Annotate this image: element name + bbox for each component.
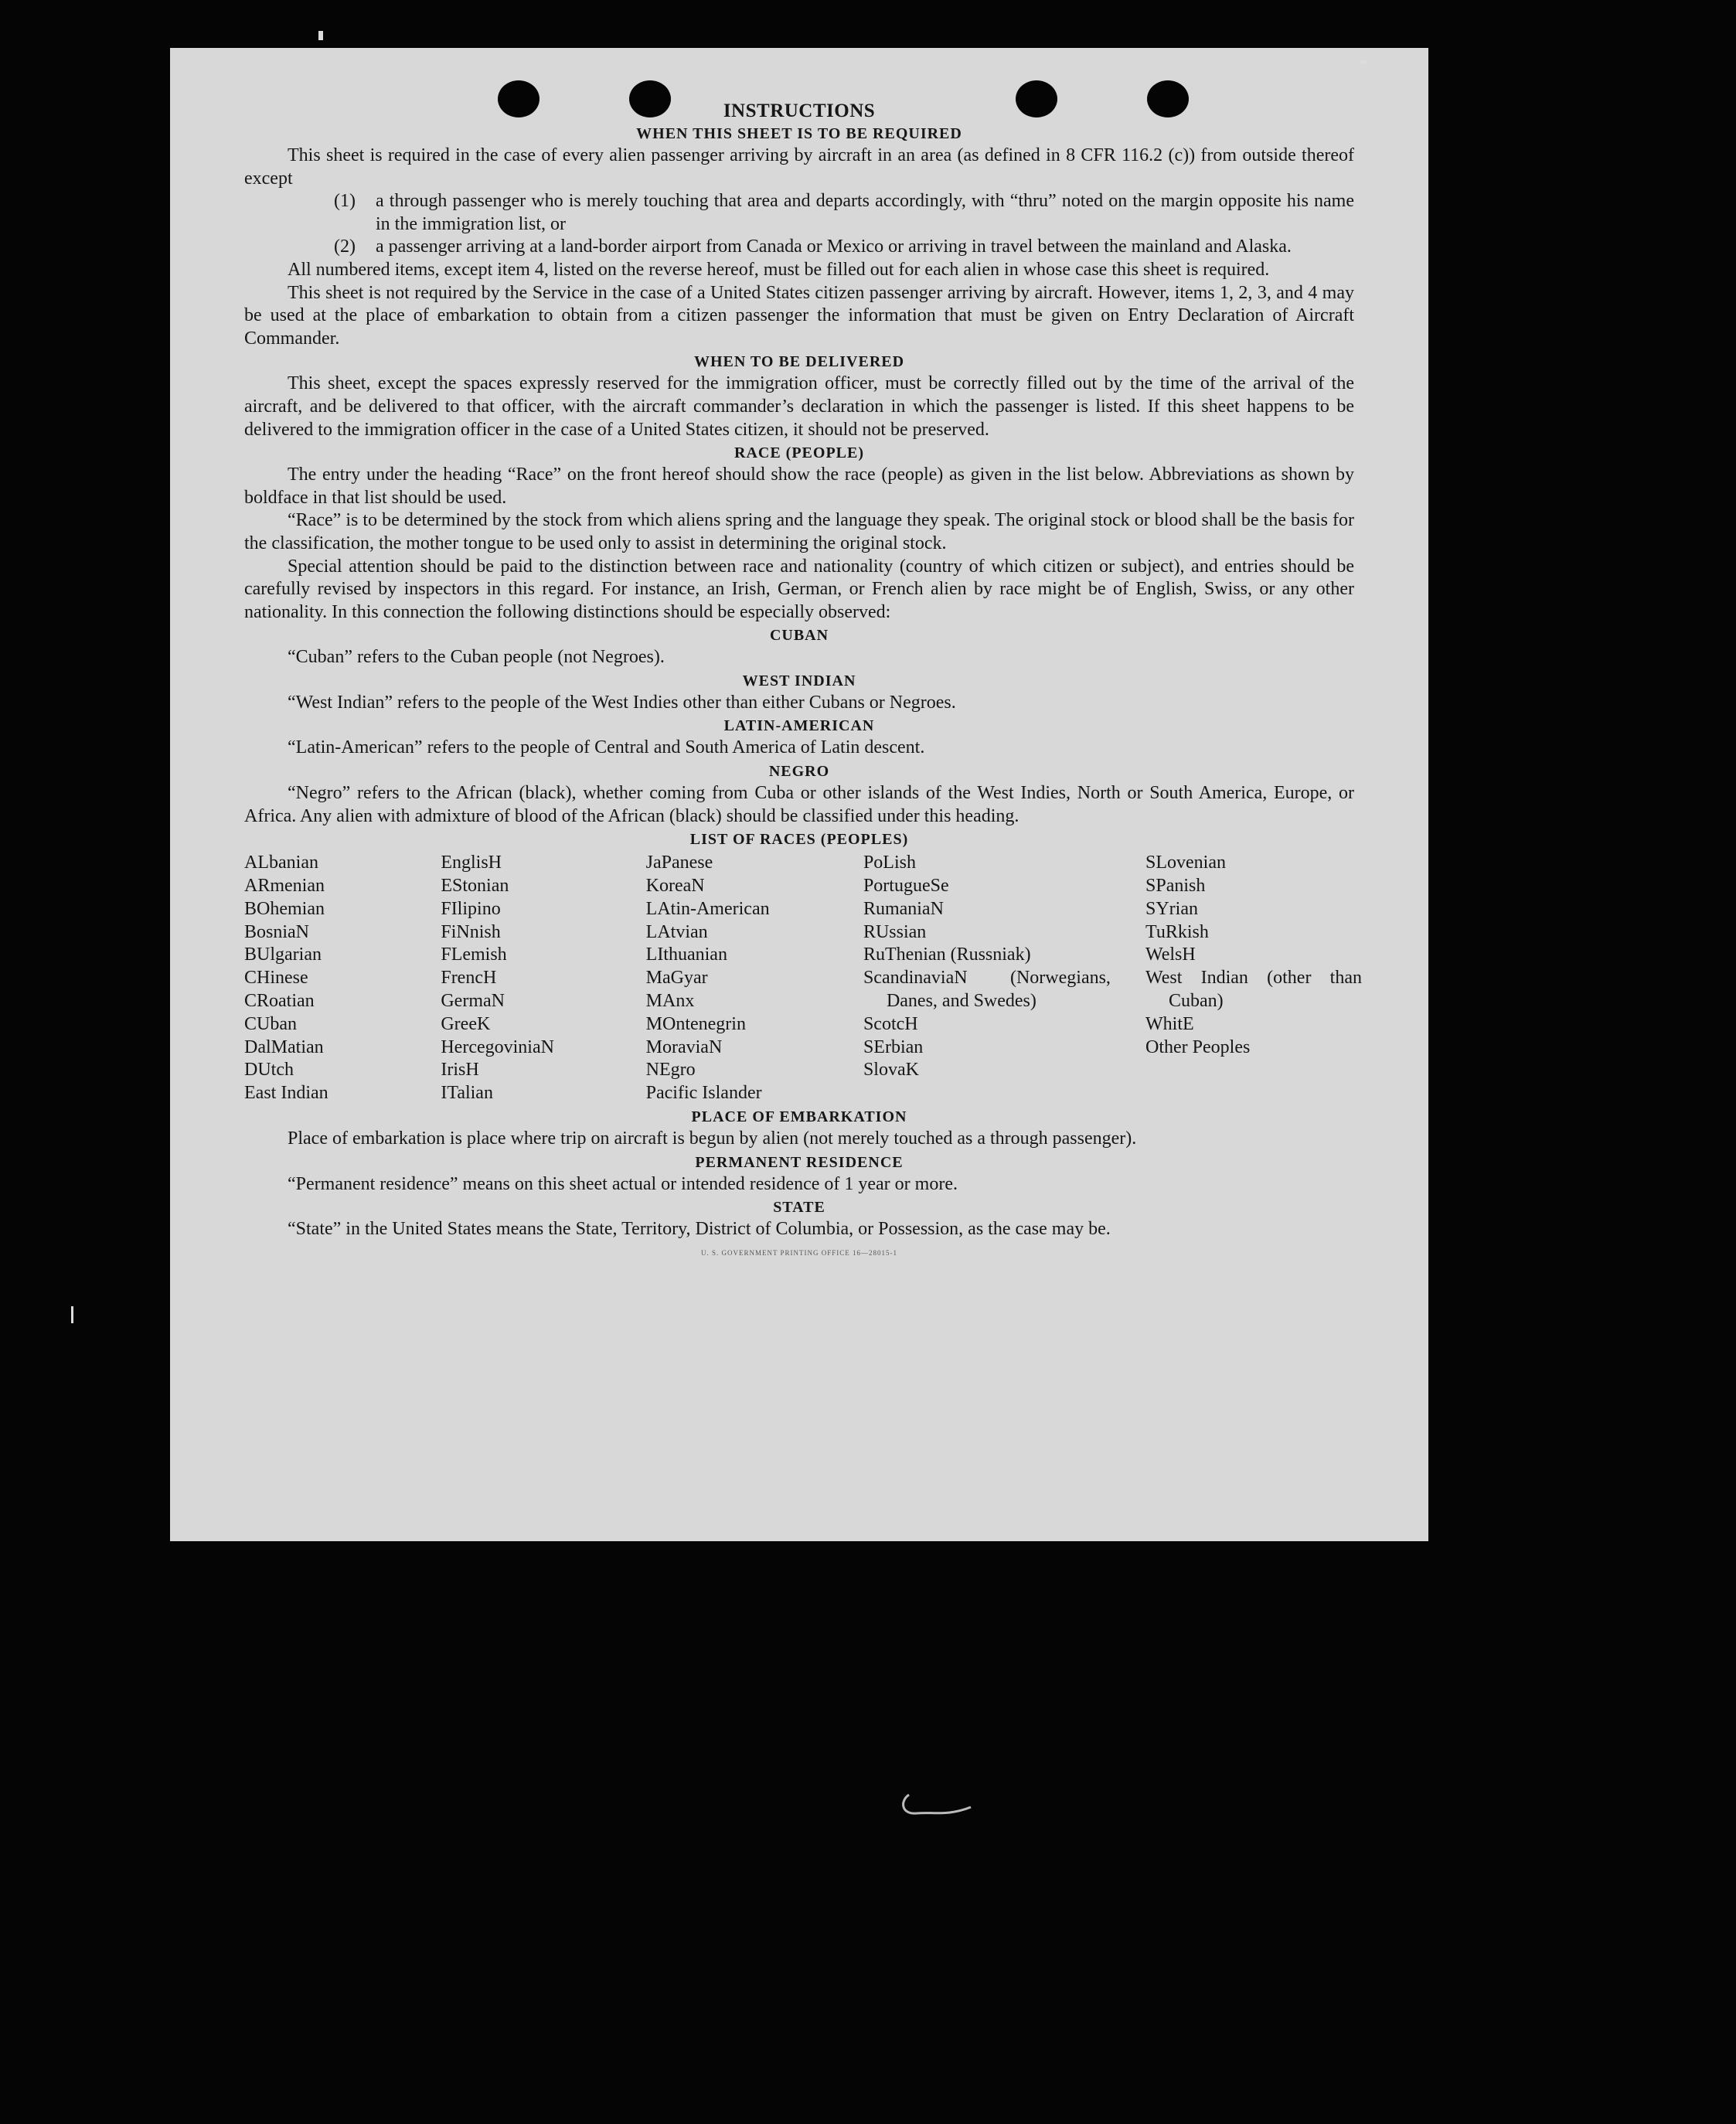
paragraph: “Race” is to be determined by the stock from which aliens spring and the language they speak. The original stock or blood shall be the basis for the classification, the mother tongue to be used only to assist in determining the original stock. [244,510,1354,553]
race-entry: TuRkish [1145,921,1209,942]
paragraph: This sheet is not required by the Service in the case of a United States citizen passenger arriving by aircraft. However, items 1, 2, 3, and 4 may be used at the place of embarkation to obtain from a citizen passenger the information that must be given on Entry Declaration of Aircraft Commander. [244,282,1354,349]
race-entry: West Indian (other than Cuban) [1145,968,1362,1012]
race-entry: SErbian [863,1036,924,1057]
races-column [1145,852,1362,1105]
section-heading-state: STATE [773,1199,825,1217]
race-entry: EStonian [441,876,509,897]
paragraph: Place of embarkation is place where trip on aircraft is begun by alien (not merely touched as a through passenger). [288,1128,1137,1149]
punch-hole [498,80,540,117]
section-heading-when-delivered: WHEN TO BE DELIVERED [693,353,905,371]
races-column [244,852,441,1105]
exception-text: a passenger arriving at a land-border airport from Canada or Mexico or arriving in travel between the mainland and Alaska. [376,237,1292,257]
race-entry: SYrian [1145,898,1198,919]
section-heading-cuban: CUBAN [769,627,829,645]
punch-hole [1016,80,1057,117]
section-heading-race: RACE (PEOPLE) [734,444,864,462]
race-entry: LIthuanian [645,945,727,965]
race-entry: FrencH [441,968,497,989]
paragraph: This sheet is required in the case of every alien passenger arriving by aircraft in an area (as defined in 8 CFR 116.2 (c)) from outside thereof except [244,145,1354,189]
race-entry: NEgro [645,1060,696,1081]
paragraph: The entry under the heading “Race” on the front hereof should show the race (people) as given in the list below. Abbreviations as shown by boldface in that list should be used. [244,465,1354,508]
race-entry: LAtvian [645,921,708,942]
paragraph: “State” in the United States means the State, Territory, District of Columbia, or Possession, as the case may be. [288,1219,1111,1240]
races-list [244,852,1362,1105]
scan-speck [71,1306,73,1323]
paragraph: “Negro” refers to the African (black), whether coming from Cuba or other islands of the West Indies, North or South America, Europe, or Africa. Any alien with admixture of blood of the African (black) should be classified under this heading. [244,783,1354,826]
exception-number: (1) [334,191,356,212]
race-entry: MoraviaN [645,1036,723,1057]
race-entry: ITalian [441,1083,493,1104]
race-entry: ARmenian [244,876,325,897]
paragraph: “Cuban” refers to the Cuban people (not Negroes). [288,647,665,668]
races-column [646,852,863,1105]
paragraph: Special attention should be paid to the distinction between race and nationality (country of which citizen or subject), and entries should be carefully revised by inspectors in this regard. For instance, an Irish, German, or French alien by race might be of English, Swiss, or any other nationality. In this connection the following distinctions should be especially observed: [244,556,1354,622]
race-entry: ScotcH [863,1013,918,1034]
race-entry: FIlipino [441,898,501,919]
race-entry: CRoatian [244,991,315,1012]
race-entry: BUlgarian [244,945,322,965]
race-entry: RUssian [863,921,927,942]
race-entry: MOntenegrin [645,1013,746,1034]
race-entry: PoLish [863,853,916,873]
paragraph: “West Indian” refers to the people of the West Indies other than either Cubans or Negroes. [288,692,956,713]
exception-text: a through passenger who is merely touching that area and departs accordingly, with “thru” noted on the margin opposite his name in the immigration list, or [376,191,1354,234]
paragraph: All numbered items, except item 4, listed on the reverse hereof, must be filled out for each alien in whose case this sheet is required. [288,259,1270,280]
scan-speck [1360,60,1367,64]
printing-office-note: U. S. GOVERNMENT PRINTING OFFICE 16—28015-1 [700,1248,898,1257]
paragraph: This sheet, except the spaces expressly reserved for the immigration officer, must be correctly filled out by the time of the arrival of the aircraft, and be delivered to that officer, with the aircraft commander’s declaration in which the passenger is listed. If this sheet happens to be delivered to the immigration officer in the case of a United States citizen, it should not be preserved. [244,373,1354,440]
race-entry: FLemish [441,945,507,965]
race-entry: GermaN [441,991,505,1012]
section-heading-permanent-residence: PERMANENT RESIDENCE [695,1153,904,1171]
race-entry: CHinese [244,968,308,989]
race-entry: BosniaN [244,921,309,942]
race-entry: HercegoviniaN [441,1036,554,1057]
section-heading-latin-american: LATIN-AMERICAN [723,717,875,735]
race-entry: JaPanese [645,853,713,873]
race-entry: EnglisH [441,853,502,873]
race-entry: ScandinaviaN (Norwegians, Danes, and Swedes) [863,968,1111,1012]
race-entry: PortugueSe [863,876,949,897]
punch-hole [629,80,671,117]
race-entry: DUtch [244,1060,294,1081]
section-heading-list-of-races: LIST OF RACES (PEOPLES) [689,831,909,849]
race-entry: Other Peoples [1145,1036,1251,1057]
scan-speck [318,31,323,40]
paragraph: “Permanent residence” means on this sheet actual or intended residence of 1 year or more. [288,1173,958,1194]
race-entry: LAtin-American [645,898,770,919]
race-entry: RuThenian (Russniak) [863,945,1031,965]
race-entry: GreeK [441,1013,491,1034]
exception-item [244,236,1354,259]
instruction-sheet [170,48,1428,1541]
exception-number: (2) [334,237,356,257]
race-entry: SPanish [1145,876,1206,897]
section-heading-negro: NEGRO [768,763,830,781]
race-entry: ALbanian [244,853,318,873]
race-entry: CUban [244,1013,297,1034]
races-column [441,852,645,1105]
race-entry: Pacific Islander [645,1083,762,1104]
race-entry: BOhemian [244,898,325,919]
race-entry: IrisH [441,1060,479,1081]
paragraph: “Latin-American” refers to the people of Central and South America of Latin descent. [288,737,925,758]
races-column [863,852,1145,1105]
race-entry: East Indian [244,1083,328,1104]
race-entry: WhitE [1145,1013,1194,1034]
race-entry: DalMatian [244,1036,324,1057]
document-title: INSTRUCTIONS [723,100,876,121]
race-entry: RumaniaN [863,898,944,919]
section-heading-when-required: WHEN THIS SHEET IS TO BE REQUIRED [636,125,962,142]
race-entry: SLovenian [1145,853,1226,873]
race-entry: KoreaN [645,876,705,897]
race-entry: WelsH [1145,945,1196,965]
race-entry: FiNnish [441,921,501,942]
section-heading-embarkation: PLACE OF EMBARKATION [691,1108,907,1126]
race-entry: SlovaK [863,1060,919,1081]
section-heading-west-indian: WEST INDIAN [742,672,856,689]
race-entry: MaGyar [645,968,708,989]
race-entry: MAnx [645,991,695,1012]
pencil-mark [894,1778,986,1824]
punch-hole [1147,80,1189,117]
exception-item [244,190,1354,236]
